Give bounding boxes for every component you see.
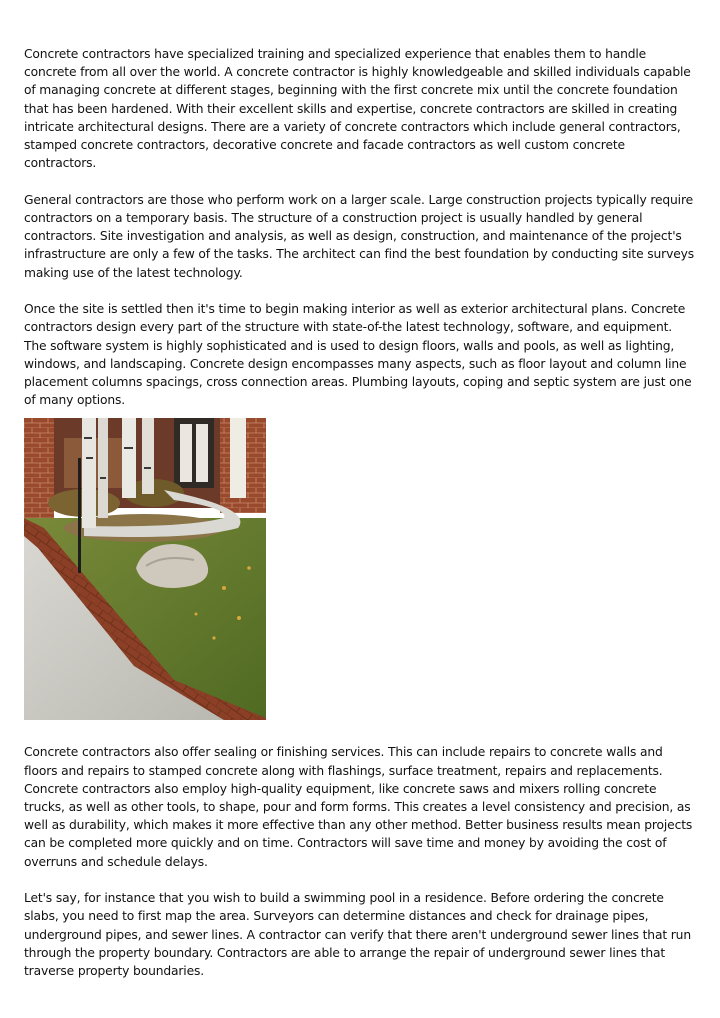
article-body — [24, 45, 698, 980]
paragraph-5: Let's say, for instance that you wish to build a swimming pool in a residence. Before ordering the concrete slabs, you need to first map the area. Surveyors can determine distances and check for drainage pipes, underground pipes, and sewer lines. A contractor can verify that there aren't underground sewer lines that run through the property boundary. Contractors are able to arrange the repair of underground sewer lines that traverse property boundaries. — [24, 891, 691, 979]
paragraph-1: Concrete contractors have specialized training and specialized experience that enables them to handle concrete from all over the world. A concrete contractor is highly knowledgeable and skilled individuals capable of managing concrete at different stages, beginning with the first concrete mix until the concrete foundation that has been hardened. With their excellent skills and expertise, concrete contractors are skilled in creating intricate architectural designs. There are a variety of concrete contractors which include general contractors, stamped concrete contractors, decorative concrete and facade contractors as well custom concrete contractors. — [24, 47, 691, 171]
walkway-photo — [24, 418, 266, 720]
paragraph-3: Once the site is settled then it's time to begin making interior as well as exterior architectural plans. Concrete contractors design every part of the structure with state-of-the latest technology, software, and equipment. The software system is highly sophisticated and is used to design floors, walls and pools, as well as lighting, windows, and landscaping. Concrete design encompasses many aspects, such as floor layout and column line placement columns spacings, cross connection areas. Plumbing layouts, coping and septic system are just one of many options. — [24, 302, 692, 408]
paragraph-2: General contractors are those who perform work on a larger scale. Large construction projects typically require contractors on a temporary basis. The structure of a construction project is usually handled by general contractors. Site investigation and analysis, as well as design, construction, and maintenance of the project's infrastructure are only a few of the tasks. The architect can find the best foundation by conducting site surveys making use of the latest technology. — [24, 192, 694, 280]
paragraph-4: Concrete contractors also offer sealing or finishing services. This can include repairs to concrete walls and floors and repairs to stamped concrete along with flashings, surface treatment, repairs and replacements. Concrete contractors also employ high-quality equipment, like concrete saws and mixers rolling concrete trucks, as well as other tools, to shape, pour and form forms. This creates a level consistency and precision, as well as durability, which makes it more effective than any other method. Better business results mean projects can be completed more quickly and on time. Contractors will save time and money by avoiding the cost of overruns and schedule delays. — [24, 745, 693, 869]
